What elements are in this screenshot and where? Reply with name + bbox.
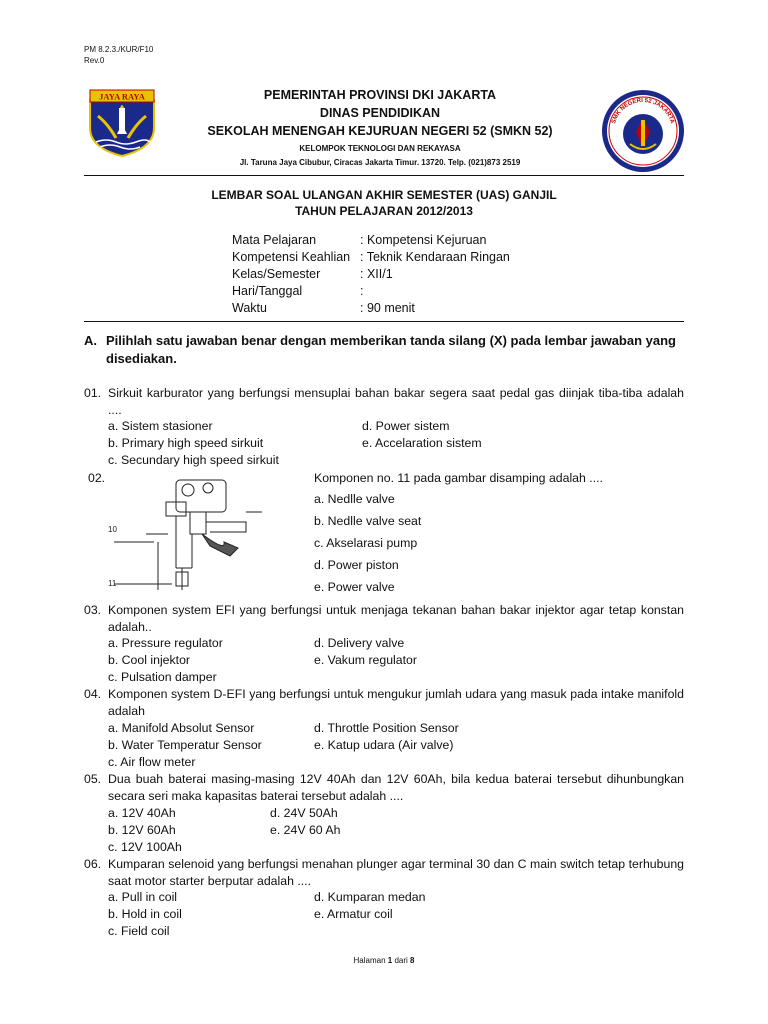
option-a: a. Pull in coil — [108, 890, 178, 904]
meta-row: Kelas/Semester : XII/1 — [232, 267, 393, 281]
document-code: PM 8.2.3./KUR/F10 Rev.0 — [84, 45, 154, 65]
option-e: e. Armatur coil — [314, 907, 393, 921]
option-b: b. Primary high speed sirkuit — [108, 436, 264, 450]
option-a: a. Manifold Absolut Sensor — [108, 721, 255, 735]
header-line-address: Jl. Taruna Jaya Cibubur, Ciracas Jakarta Timur. 13720. Telp. (021)873 2519 — [239, 158, 521, 167]
header-divider — [84, 175, 684, 176]
option-c: c. Pulsation damper — [108, 670, 217, 684]
option-a: a. Nedlle valve — [314, 492, 395, 506]
header-line-school: SEKOLAH MENENGAH KEJURUAN NEGERI 52 (SMKN 52) — [207, 124, 553, 138]
header-line-department: DINAS PENDIDIKAN — [319, 106, 441, 120]
question-number: 05. — [84, 772, 102, 786]
meta-divider — [84, 321, 684, 322]
option-b: b. 12V 60Ah — [108, 823, 176, 837]
option-e: e. Vakum regulator — [314, 653, 417, 667]
option-a: a. Sistem stasioner — [108, 419, 213, 433]
option-c: c. Air flow meter — [108, 755, 196, 769]
header-line-group: KELOMPOK TEKNOLOGI DAN REKAYASA — [299, 144, 461, 153]
exam-title: LEMBAR SOAL ULANGAN AKHIR SEMESTER (UAS) GANJIL — [211, 188, 557, 202]
header-line-province: PEMERINTAH PROVINSI DKI JAKARTA — [263, 88, 497, 102]
option-c: c. Secundary high speed sirkuit — [108, 453, 279, 467]
option-c: c. 12V 100Ah — [108, 840, 182, 854]
exam-meta-table — [232, 232, 510, 317]
question-number: 02. — [88, 471, 106, 485]
meta-row: Kompetensi Keahlian : Teknik Kendaraan Ringan — [232, 250, 510, 264]
question-text: Dua buah baterai masing-masing 12V 40Ah dan 12V 60Ah, bila kedua baterai tersebut dihunbungkan secara seri maka kapasitas baterai tersebut adalah .... — [108, 772, 684, 803]
option-c: c. Field coil — [108, 924, 170, 938]
option-e: e. Accelaration sistem — [362, 436, 482, 450]
option-c: c. Akselarasi pump — [314, 536, 418, 550]
jaya-raya-text: JAYA RAYA — [99, 91, 145, 102]
page-footer: Halaman 1 dari 8 — [353, 956, 415, 965]
seal-text: SMK NEGERI 52 JAKARTA — [611, 97, 675, 125]
question-text: Komponen system D-EFI yang berfungsi untuk mengukur jumlah udara yang masuk pada intake manifold adalah — [108, 687, 684, 718]
figure-label-10: 10 — [108, 525, 117, 534]
question-text: Komponen system EFI yang berfungsi untuk menjaga tekanan bahan bakar injektor agar tetap konstan adalah.. — [108, 603, 684, 634]
current-page: 1 — [387, 956, 393, 965]
option-d: d. Power piston — [314, 558, 399, 572]
question-text: Sirkuit karburator yang berfungsi mensuplai bahan bakar segera saat pedal gas diinjak tiba-tiba adalah .... — [108, 386, 684, 417]
question-number: 01. — [84, 386, 102, 400]
option-a: a. Pressure regulator — [108, 636, 223, 650]
meta-row: Waktu : 90 menit — [232, 301, 415, 315]
question-number: 04. — [84, 687, 102, 701]
question-number: 03. — [84, 603, 102, 617]
carburetor-diagram — [106, 472, 266, 602]
option-b: b. Cool injektor — [108, 653, 191, 667]
smkn52-seal-logo — [600, 88, 686, 174]
option-b: b. Water Temperatur Sensor — [108, 738, 262, 752]
option-d: d. Delivery valve — [314, 636, 405, 650]
option-e: e. Power valve — [314, 580, 395, 594]
question-text: Kumparan selenoid yang berfungsi menahan plunger agar terminal 30 dan C main switch tetap terhubung saat motor starter berputar adalah .... — [108, 857, 684, 888]
option-d: d. 24V 50Ah — [270, 806, 338, 820]
exam-year: TAHUN PELAJARAN 2012/2013 — [295, 204, 473, 218]
figure-label-11: 11 — [108, 579, 117, 588]
jakarta-crest-logo — [86, 86, 158, 158]
option-a: a. 12V 40Ah — [108, 806, 176, 820]
option-d: d. Kumparan medan — [314, 890, 426, 904]
option-e: e. 24V 60 Ah — [270, 823, 341, 837]
option-d: d. Power sistem — [362, 419, 450, 433]
question-text: Komponen no. 11 pada gambar disamping adalah .... — [314, 471, 603, 485]
option-b: b. Hold in coil — [108, 907, 182, 921]
option-b: b. Nedlle valve seat — [314, 514, 422, 528]
option-d: d. Throttle Position Sensor — [314, 721, 459, 735]
meta-row: Mata Pelajaran : Kompetensi Kejuruan — [232, 233, 487, 247]
meta-row: Hari/Tanggal : — [232, 284, 364, 298]
total-pages: 8 — [410, 956, 415, 965]
option-e: e. Katup udara (Air valve) — [314, 738, 454, 752]
question-number: 06. — [84, 857, 102, 871]
